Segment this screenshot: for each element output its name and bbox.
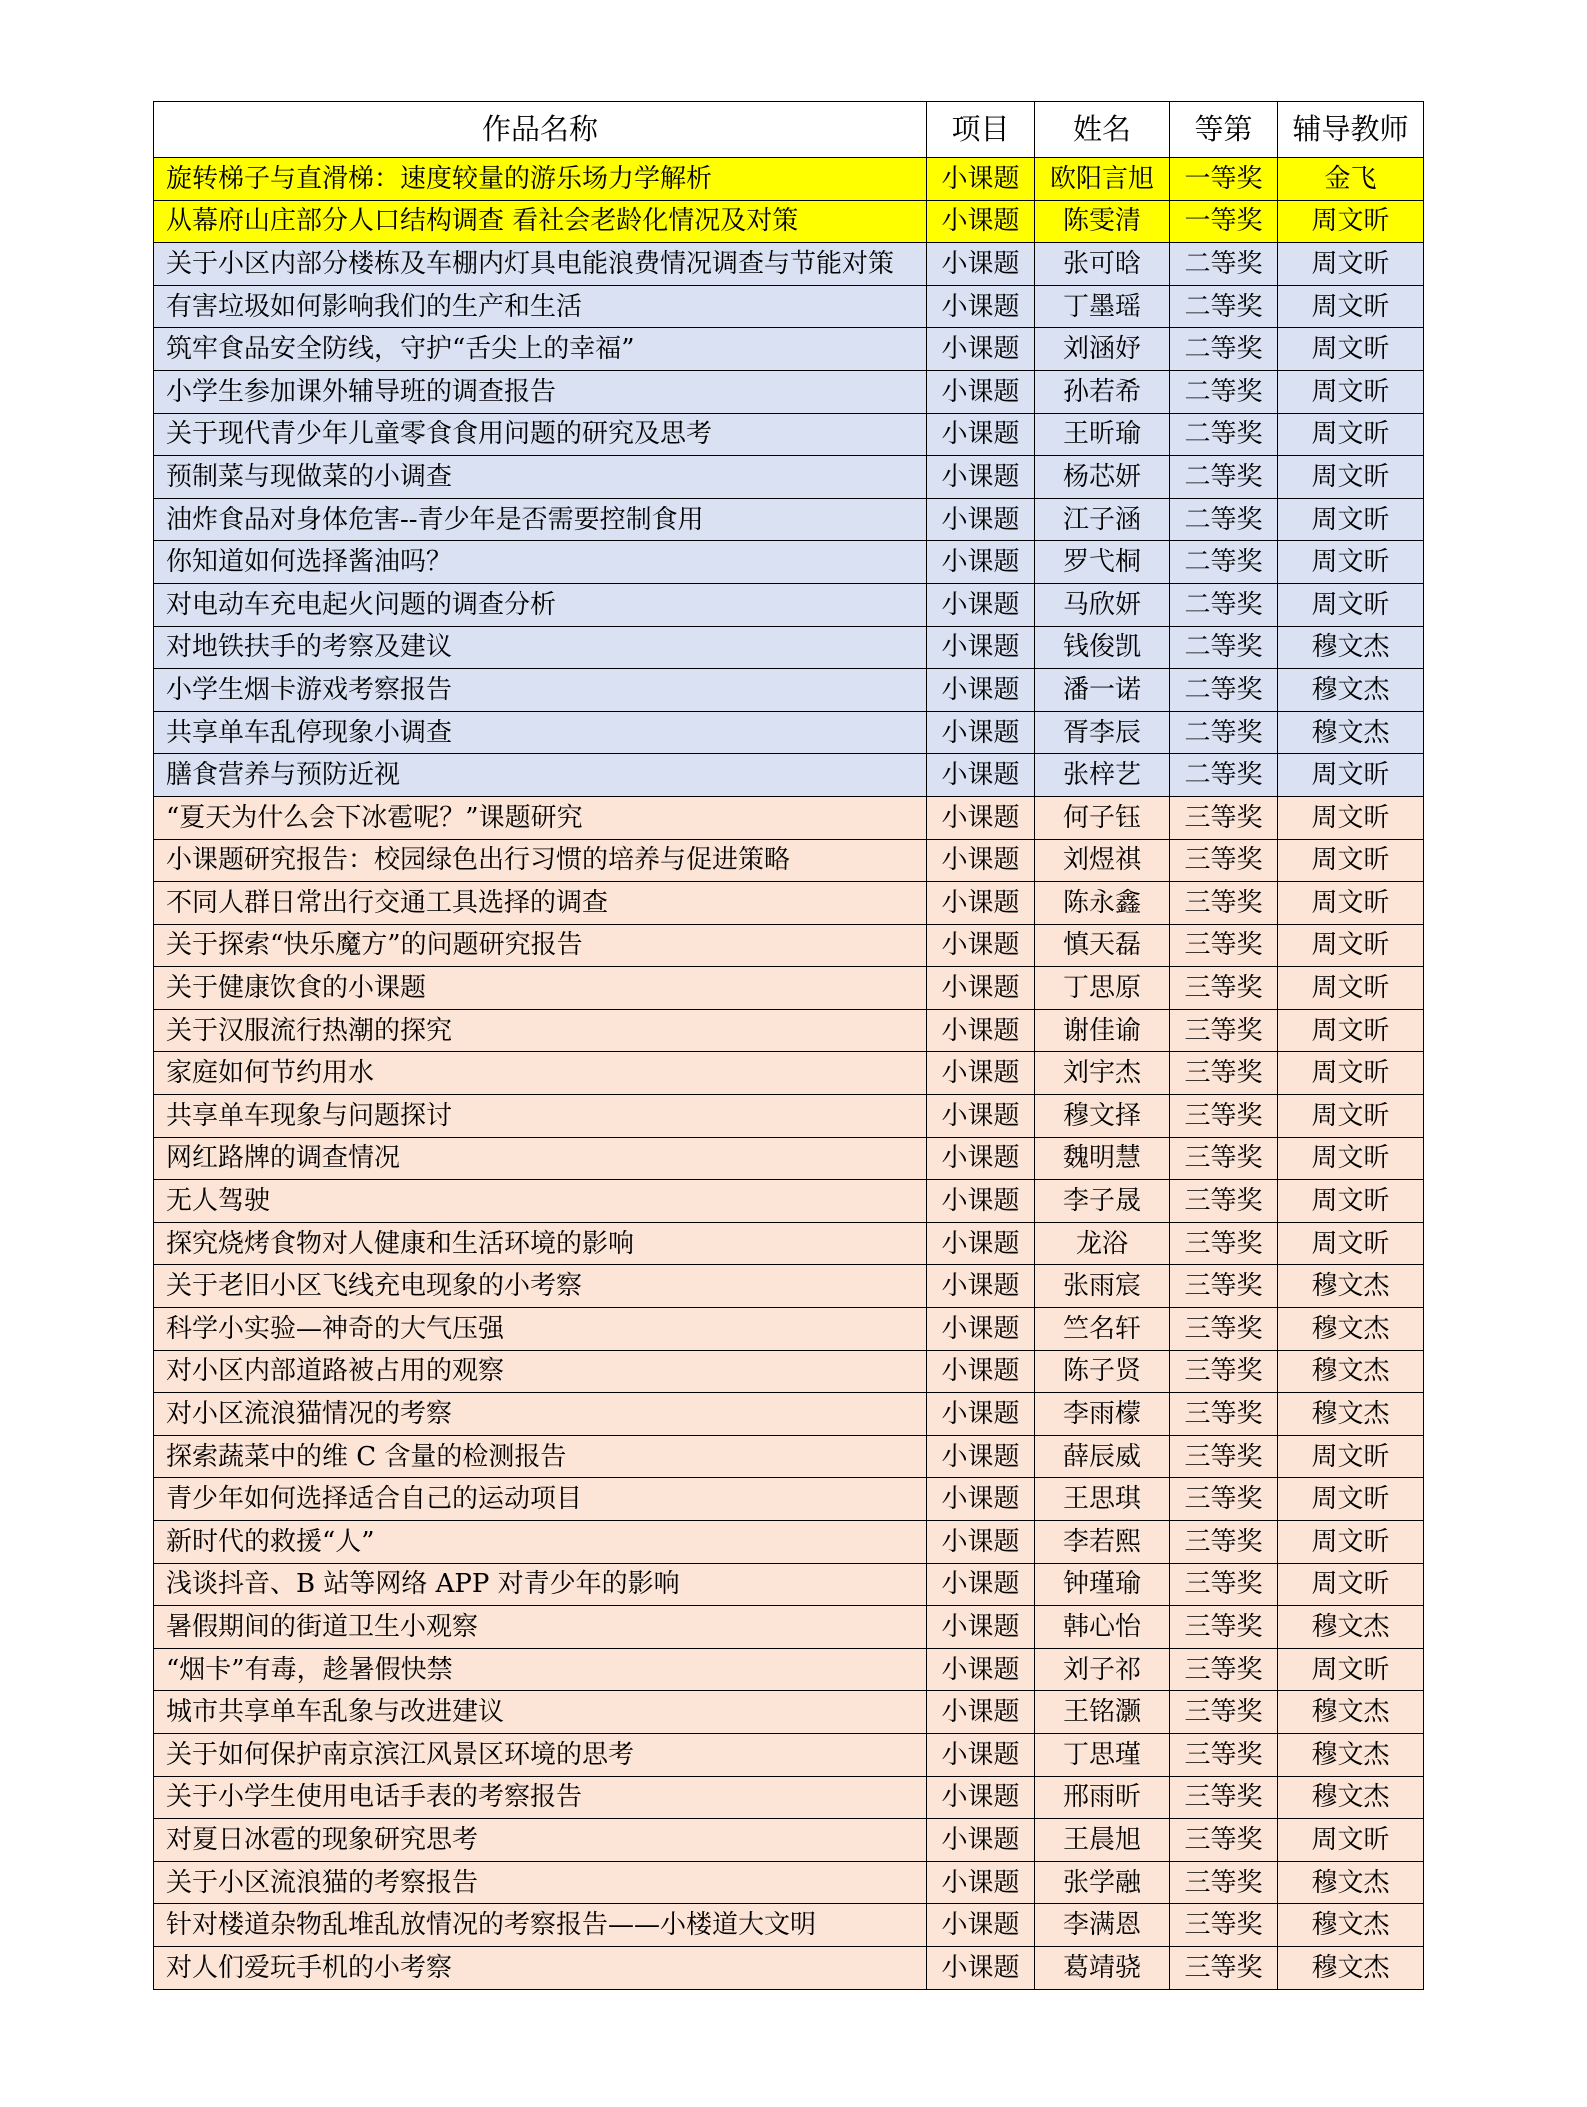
project-cell: 小课题: [927, 583, 1035, 626]
teacher-cell: 周文昕: [1278, 498, 1424, 541]
project-cell: 小课题: [927, 413, 1035, 456]
award-cell: 三等奖: [1170, 1052, 1278, 1095]
project-cell: 小课题: [927, 1350, 1035, 1393]
project-cell: 小课题: [927, 1308, 1035, 1351]
teacher-cell: 穆文杰: [1278, 1393, 1424, 1436]
title-cell: 浅谈抖音、B 站等网络 APP 对青少年的影响: [154, 1563, 927, 1606]
project-cell: 小课题: [927, 1222, 1035, 1265]
title-cell: 对夏日冰雹的现象研究思考: [154, 1819, 927, 1862]
title-cell: 筑牢食品安全防线，守护“舌尖上的幸福”: [154, 328, 927, 371]
teacher-cell: 周文昕: [1278, 967, 1424, 1010]
name-cell: 张学融: [1035, 1861, 1170, 1904]
table-row: [154, 1265, 1424, 1308]
teacher-cell: 周文昕: [1278, 243, 1424, 286]
award-cell: 三等奖: [1170, 882, 1278, 925]
project-cell: 小课题: [927, 370, 1035, 413]
title-cell: 膳食营养与预防近视: [154, 754, 927, 797]
table-row: [154, 1563, 1424, 1606]
header-name: 姓名: [1035, 102, 1170, 158]
name-cell: 孙若希: [1035, 370, 1170, 413]
table-row: [154, 328, 1424, 371]
title-cell: 青少年如何选择适合自己的运动项目: [154, 1478, 927, 1521]
name-cell: 张梓艺: [1035, 754, 1170, 797]
title-cell: 共享单车乱停现象小调查: [154, 711, 927, 754]
teacher-cell: 周文昕: [1278, 796, 1424, 839]
project-cell: 小课题: [927, 1819, 1035, 1862]
table-row: [154, 1222, 1424, 1265]
teacher-cell: 周文昕: [1278, 754, 1424, 797]
project-cell: 小课题: [927, 967, 1035, 1010]
table-row: [154, 1180, 1424, 1223]
project-cell: 小课题: [927, 1563, 1035, 1606]
table-row: [154, 1009, 1424, 1052]
name-cell: 李雨檬: [1035, 1393, 1170, 1436]
project-cell: 小课题: [927, 456, 1035, 499]
award-cell: 三等奖: [1170, 1350, 1278, 1393]
title-cell: 关于老旧小区飞线充电现象的小考察: [154, 1265, 927, 1308]
teacher-cell: 金飞: [1278, 158, 1424, 201]
name-cell: 刘子祁: [1035, 1648, 1170, 1691]
title-cell: 你知道如何选择酱油吗？: [154, 541, 927, 584]
project-cell: 小课题: [927, 1946, 1035, 1989]
teacher-cell: 周文昕: [1278, 839, 1424, 882]
name-cell: 丁墨瑶: [1035, 285, 1170, 328]
name-cell: 薛辰威: [1035, 1435, 1170, 1478]
award-cell: 三等奖: [1170, 1861, 1278, 1904]
teacher-cell: 穆文杰: [1278, 1265, 1424, 1308]
award-cell: 三等奖: [1170, 1776, 1278, 1819]
name-cell: 陈子贤: [1035, 1350, 1170, 1393]
name-cell: 谢佳谕: [1035, 1009, 1170, 1052]
title-cell: 城市共享单车乱象与改进建议: [154, 1691, 927, 1734]
project-cell: 小课题: [927, 158, 1035, 201]
name-cell: 李子晟: [1035, 1180, 1170, 1223]
award-cell: 三等奖: [1170, 1009, 1278, 1052]
table-header: [154, 102, 1424, 158]
title-cell: 旋转梯子与直滑梯：速度较量的游乐场力学解析: [154, 158, 927, 201]
teacher-cell: 穆文杰: [1278, 1904, 1424, 1947]
table-row: [154, 924, 1424, 967]
teacher-cell: 穆文杰: [1278, 1946, 1424, 1989]
table-row: [154, 1691, 1424, 1734]
name-cell: 李若熙: [1035, 1521, 1170, 1564]
name-cell: 魏明慧: [1035, 1137, 1170, 1180]
teacher-cell: 周文昕: [1278, 1180, 1424, 1223]
header-teacher: 辅导教师: [1278, 102, 1424, 158]
name-cell: 江子涵: [1035, 498, 1170, 541]
teacher-cell: 穆文杰: [1278, 626, 1424, 669]
award-cell: 二等奖: [1170, 328, 1278, 371]
table-row: [154, 456, 1424, 499]
name-cell: 何子钰: [1035, 796, 1170, 839]
award-cell: 三等奖: [1170, 1180, 1278, 1223]
award-cell: 三等奖: [1170, 796, 1278, 839]
project-cell: 小课题: [927, 285, 1035, 328]
award-cell: 二等奖: [1170, 626, 1278, 669]
award-cell: 一等奖: [1170, 158, 1278, 201]
title-cell: 关于探索“快乐魔方”的问题研究报告: [154, 924, 927, 967]
teacher-cell: 穆文杰: [1278, 1691, 1424, 1734]
table-row: [154, 1137, 1424, 1180]
project-cell: 小课题: [927, 1052, 1035, 1095]
teacher-cell: 穆文杰: [1278, 1350, 1424, 1393]
title-cell: 暑假期间的街道卫生小观察: [154, 1606, 927, 1649]
teacher-cell: 穆文杰: [1278, 711, 1424, 754]
table-row: [154, 1606, 1424, 1649]
table-body: [154, 158, 1424, 1990]
teacher-cell: 周文昕: [1278, 285, 1424, 328]
project-cell: 小课题: [927, 498, 1035, 541]
name-cell: 钟瑾瑜: [1035, 1563, 1170, 1606]
name-cell: 李满恩: [1035, 1904, 1170, 1947]
name-cell: 龙浴: [1035, 1222, 1170, 1265]
name-cell: 潘一诺: [1035, 669, 1170, 712]
teacher-cell: 周文昕: [1278, 541, 1424, 584]
teacher-cell: 周文昕: [1278, 1648, 1424, 1691]
title-cell: 对人们爱玩手机的小考察: [154, 1946, 927, 1989]
project-cell: 小课题: [927, 1733, 1035, 1776]
title-cell: 对地铁扶手的考察及建议: [154, 626, 927, 669]
project-cell: 小课题: [927, 1180, 1035, 1223]
project-cell: 小课题: [927, 924, 1035, 967]
project-cell: 小课题: [927, 1095, 1035, 1138]
name-cell: 杨芯妍: [1035, 456, 1170, 499]
teacher-cell: 周文昕: [1278, 583, 1424, 626]
table-row: [154, 413, 1424, 456]
title-cell: “烟卡”有毒，趁暑假快禁: [154, 1648, 927, 1691]
award-cell: 二等奖: [1170, 498, 1278, 541]
table-row: [154, 626, 1424, 669]
name-cell: 王昕瑜: [1035, 413, 1170, 456]
table-row: [154, 498, 1424, 541]
teacher-cell: 穆文杰: [1278, 1861, 1424, 1904]
project-cell: 小课题: [927, 1137, 1035, 1180]
name-cell: 胥李辰: [1035, 711, 1170, 754]
teacher-cell: 穆文杰: [1278, 669, 1424, 712]
title-cell: 关于小区流浪猫的考察报告: [154, 1861, 927, 1904]
table-row: [154, 711, 1424, 754]
name-cell: 罗弋桐: [1035, 541, 1170, 584]
name-cell: 王思琪: [1035, 1478, 1170, 1521]
table-row: [154, 1435, 1424, 1478]
name-cell: 慎天磊: [1035, 924, 1170, 967]
title-cell: 预制菜与现做菜的小调查: [154, 456, 927, 499]
teacher-cell: 周文昕: [1278, 1563, 1424, 1606]
award-cell: 二等奖: [1170, 413, 1278, 456]
award-cell: 二等奖: [1170, 669, 1278, 712]
title-cell: 对小区流浪猫情况的考察: [154, 1393, 927, 1436]
award-cell: 二等奖: [1170, 754, 1278, 797]
teacher-cell: 周文昕: [1278, 1435, 1424, 1478]
teacher-cell: 周文昕: [1278, 1137, 1424, 1180]
header-award: 等第: [1170, 102, 1278, 158]
award-cell: 三等奖: [1170, 1137, 1278, 1180]
title-cell: 无人驾驶: [154, 1180, 927, 1223]
name-cell: 张可晗: [1035, 243, 1170, 286]
table-row: [154, 967, 1424, 1010]
name-cell: 刘涵妤: [1035, 328, 1170, 371]
name-cell: 欧阳言旭: [1035, 158, 1170, 201]
project-cell: 小课题: [927, 200, 1035, 243]
name-cell: 邢雨昕: [1035, 1776, 1170, 1819]
award-cell: 三等奖: [1170, 839, 1278, 882]
title-cell: 关于如何保护南京滨江风景区环境的思考: [154, 1733, 927, 1776]
project-cell: 小课题: [927, 839, 1035, 882]
table-row: [154, 158, 1424, 201]
teacher-cell: 周文昕: [1278, 328, 1424, 371]
table-row: [154, 796, 1424, 839]
award-cell: 三等奖: [1170, 1563, 1278, 1606]
project-cell: 小课题: [927, 1606, 1035, 1649]
award-cell: 三等奖: [1170, 1946, 1278, 1989]
title-cell: 关于健康饮食的小课题: [154, 967, 927, 1010]
teacher-cell: 周文昕: [1278, 370, 1424, 413]
name-cell: 刘煜祺: [1035, 839, 1170, 882]
table-row: [154, 839, 1424, 882]
title-cell: 关于现代青少年儿童零食食用问题的研究及思考: [154, 413, 927, 456]
teacher-cell: 周文昕: [1278, 882, 1424, 925]
award-cell: 三等奖: [1170, 1095, 1278, 1138]
name-cell: 穆文择: [1035, 1095, 1170, 1138]
teacher-cell: 穆文杰: [1278, 1776, 1424, 1819]
award-cell: 三等奖: [1170, 967, 1278, 1010]
title-cell: 探究烧烤食物对人健康和生活环境的影响: [154, 1222, 927, 1265]
project-cell: 小课题: [927, 1393, 1035, 1436]
table-row: [154, 1946, 1424, 1989]
table-row: [154, 1052, 1424, 1095]
project-cell: 小课题: [927, 711, 1035, 754]
title-cell: 关于汉服流行热潮的探究: [154, 1009, 927, 1052]
award-cell: 三等奖: [1170, 1265, 1278, 1308]
award-cell: 三等奖: [1170, 924, 1278, 967]
project-cell: 小课题: [927, 754, 1035, 797]
project-cell: 小课题: [927, 669, 1035, 712]
table-row: [154, 1350, 1424, 1393]
title-cell: 共享单车现象与问题探讨: [154, 1095, 927, 1138]
award-cell: 三等奖: [1170, 1606, 1278, 1649]
name-cell: 陈雯清: [1035, 200, 1170, 243]
project-cell: 小课题: [927, 1691, 1035, 1734]
award-cell: 二等奖: [1170, 285, 1278, 328]
table-row: [154, 200, 1424, 243]
name-cell: 刘宇杰: [1035, 1052, 1170, 1095]
teacher-cell: 周文昕: [1278, 413, 1424, 456]
teacher-cell: 周文昕: [1278, 924, 1424, 967]
award-cell: 三等奖: [1170, 1904, 1278, 1947]
name-cell: 钱俊凯: [1035, 626, 1170, 669]
project-cell: 小课题: [927, 1265, 1035, 1308]
title-cell: 科学小实验—神奇的大气压强: [154, 1308, 927, 1351]
project-cell: 小课题: [927, 882, 1035, 925]
award-cell: 二等奖: [1170, 541, 1278, 584]
table-row: [154, 1861, 1424, 1904]
teacher-cell: 周文昕: [1278, 1222, 1424, 1265]
teacher-cell: 周文昕: [1278, 456, 1424, 499]
title-cell: 有害垃圾如何影响我们的生产和生活: [154, 285, 927, 328]
project-cell: 小课题: [927, 1861, 1035, 1904]
title-cell: 网红路牌的调查情况: [154, 1137, 927, 1180]
project-cell: 小课题: [927, 1435, 1035, 1478]
teacher-cell: 周文昕: [1278, 200, 1424, 243]
project-cell: 小课题: [927, 1521, 1035, 1564]
award-cell: 三等奖: [1170, 1222, 1278, 1265]
title-cell: 小学生烟卡游戏考察报告: [154, 669, 927, 712]
award-cell: 三等奖: [1170, 1308, 1278, 1351]
title-cell: 从幕府山庄部分人口结构调查 看社会老龄化情况及对策: [154, 200, 927, 243]
award-cell: 三等奖: [1170, 1691, 1278, 1734]
award-cell: 三等奖: [1170, 1521, 1278, 1564]
award-cell: 二等奖: [1170, 711, 1278, 754]
title-cell: 针对楼道杂物乱堆乱放情况的考察报告——小楼道大文明: [154, 1904, 927, 1947]
name-cell: 王晨旭: [1035, 1819, 1170, 1862]
title-cell: 对电动车充电起火问题的调查分析: [154, 583, 927, 626]
teacher-cell: 穆文杰: [1278, 1606, 1424, 1649]
name-cell: 王铭灏: [1035, 1691, 1170, 1734]
project-cell: 小课题: [927, 1648, 1035, 1691]
award-cell: 二等奖: [1170, 370, 1278, 413]
award-cell: 三等奖: [1170, 1435, 1278, 1478]
header-title: 作品名称: [154, 102, 927, 158]
name-cell: 陈永鑫: [1035, 882, 1170, 925]
title-cell: 油炸食品对身体危害--青少年是否需要控制食用: [154, 498, 927, 541]
title-cell: 新时代的救援“人”: [154, 1521, 927, 1564]
project-cell: 小课题: [927, 1776, 1035, 1819]
table-row: [154, 1733, 1424, 1776]
name-cell: 马欣妍: [1035, 583, 1170, 626]
award-cell: 三等奖: [1170, 1478, 1278, 1521]
award-cell: 二等奖: [1170, 456, 1278, 499]
teacher-cell: 周文昕: [1278, 1819, 1424, 1862]
title-cell: “夏天为什么会下冰雹呢？”课题研究: [154, 796, 927, 839]
award-cell: 三等奖: [1170, 1648, 1278, 1691]
name-cell: 丁思原: [1035, 967, 1170, 1010]
project-cell: 小课题: [927, 796, 1035, 839]
table-row: [154, 1819, 1424, 1862]
teacher-cell: 穆文杰: [1278, 1733, 1424, 1776]
award-cell: 三等奖: [1170, 1393, 1278, 1436]
teacher-cell: 穆文杰: [1278, 1308, 1424, 1351]
title-cell: 家庭如何节约用水: [154, 1052, 927, 1095]
table-row: [154, 541, 1424, 584]
table-row: [154, 583, 1424, 626]
table-row: [154, 285, 1424, 328]
award-cell: 三等奖: [1170, 1733, 1278, 1776]
table-row: [154, 1521, 1424, 1564]
teacher-cell: 周文昕: [1278, 1095, 1424, 1138]
table-row: [154, 1648, 1424, 1691]
award-cell: 三等奖: [1170, 1819, 1278, 1862]
header-row: [154, 102, 1424, 158]
project-cell: 小课题: [927, 328, 1035, 371]
header-project: 项目: [927, 102, 1035, 158]
teacher-cell: 周文昕: [1278, 1009, 1424, 1052]
title-cell: 关于小学生使用电话手表的考察报告: [154, 1776, 927, 1819]
name-cell: 葛靖骁: [1035, 1946, 1170, 1989]
table-row: [154, 243, 1424, 286]
project-cell: 小课题: [927, 1904, 1035, 1947]
table-row: [154, 882, 1424, 925]
title-cell: 对小区内部道路被占用的观察: [154, 1350, 927, 1393]
project-cell: 小课题: [927, 1009, 1035, 1052]
table-row: [154, 754, 1424, 797]
project-cell: 小课题: [927, 1478, 1035, 1521]
name-cell: 张雨宸: [1035, 1265, 1170, 1308]
name-cell: 竺名轩: [1035, 1308, 1170, 1351]
table-row: [154, 1393, 1424, 1436]
award-cell: 二等奖: [1170, 583, 1278, 626]
teacher-cell: 周文昕: [1278, 1521, 1424, 1564]
table-row: [154, 1776, 1424, 1819]
teacher-cell: 周文昕: [1278, 1478, 1424, 1521]
name-cell: 韩心怡: [1035, 1606, 1170, 1649]
title-cell: 关于小区内部分楼栋及车棚内灯具电能浪费情况调查与节能对策: [154, 243, 927, 286]
project-cell: 小课题: [927, 243, 1035, 286]
table-row: [154, 1478, 1424, 1521]
table-row: [154, 1904, 1424, 1947]
table-row: [154, 370, 1424, 413]
name-cell: 丁思瑾: [1035, 1733, 1170, 1776]
project-cell: 小课题: [927, 626, 1035, 669]
table-row: [154, 1308, 1424, 1351]
title-cell: 小课题研究报告：校园绿色出行习惯的培养与促进策略: [154, 839, 927, 882]
project-cell: 小课题: [927, 541, 1035, 584]
award-cell: 一等奖: [1170, 200, 1278, 243]
table-row: [154, 669, 1424, 712]
teacher-cell: 周文昕: [1278, 1052, 1424, 1095]
title-cell: 探索蔬菜中的维 C 含量的检测报告: [154, 1435, 927, 1478]
table-row: [154, 1095, 1424, 1138]
title-cell: 小学生参加课外辅导班的调查报告: [154, 370, 927, 413]
title-cell: 不同人群日常出行交通工具选择的调查: [154, 882, 927, 925]
award-table: [153, 101, 1424, 1990]
award-cell: 二等奖: [1170, 243, 1278, 286]
